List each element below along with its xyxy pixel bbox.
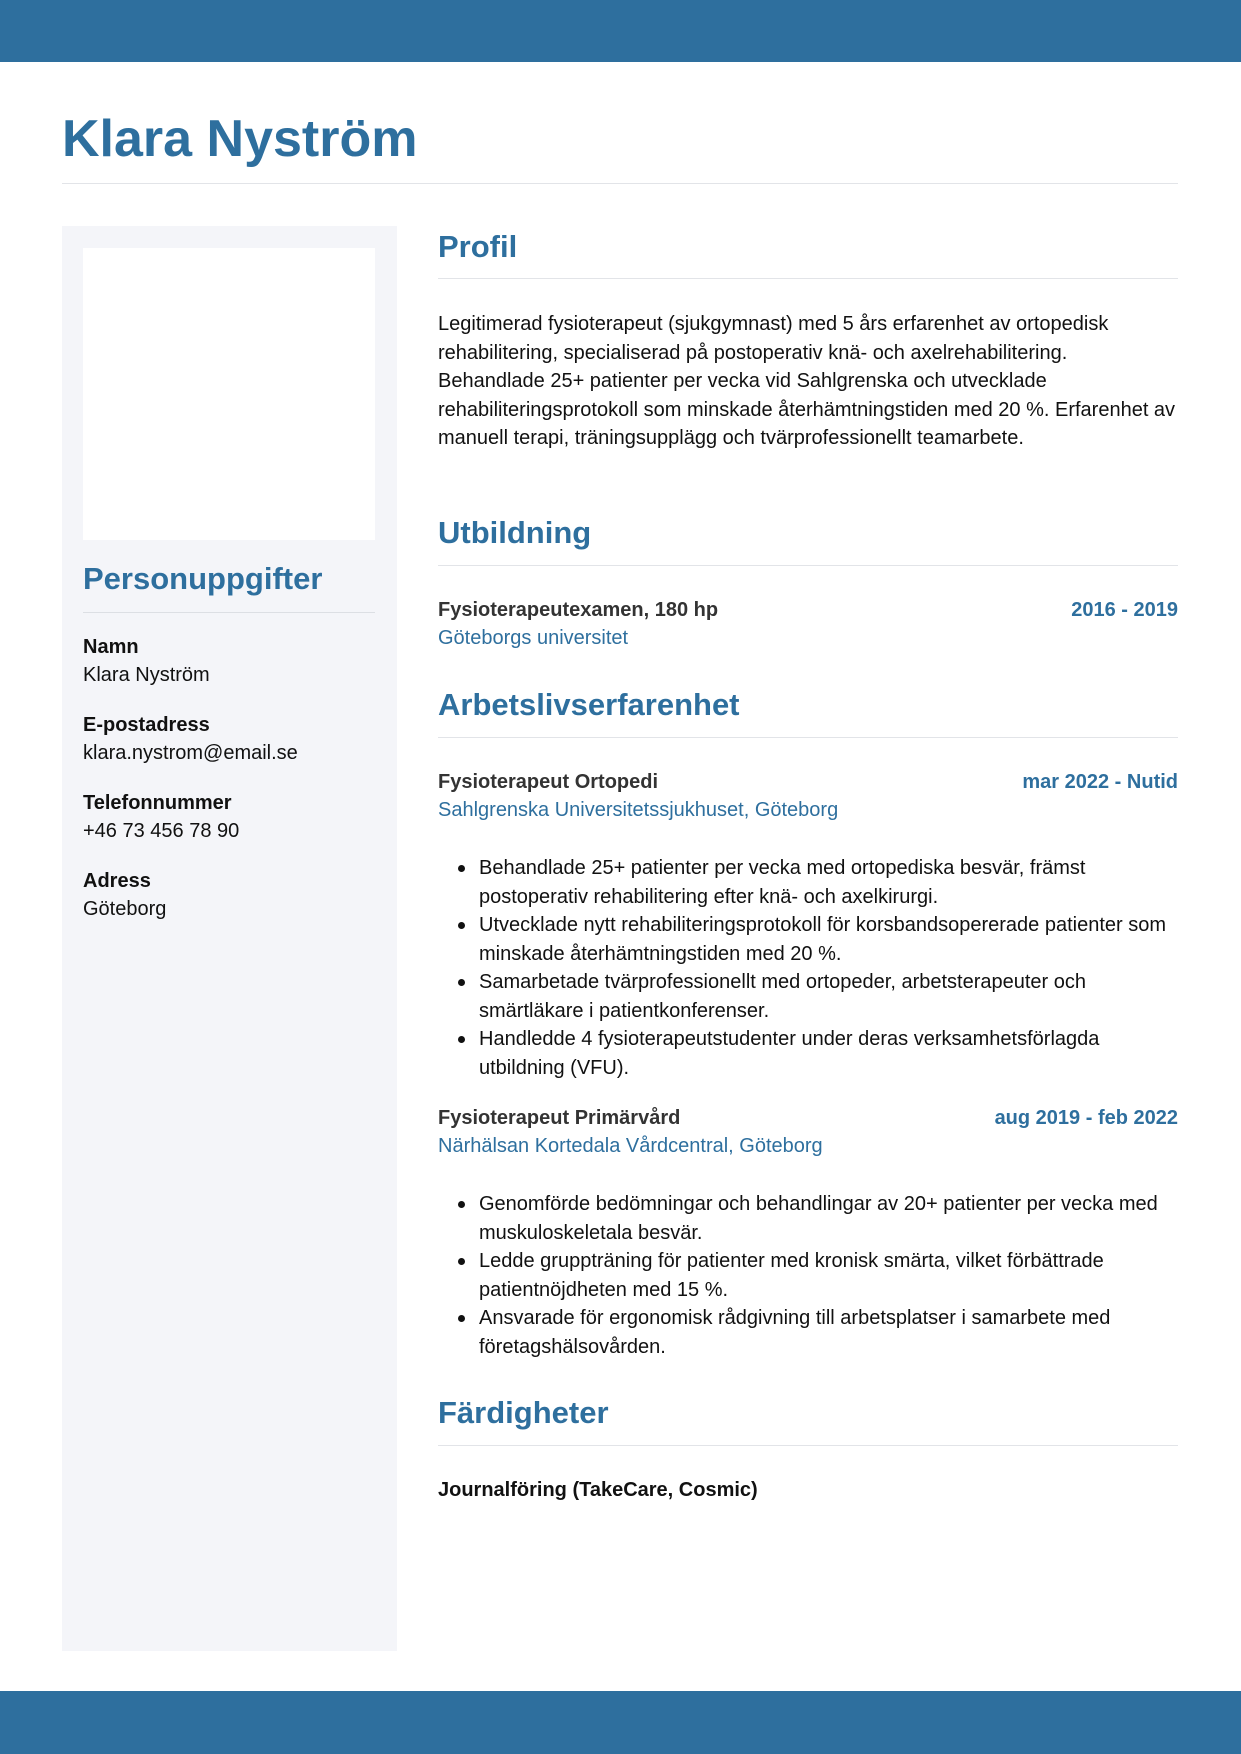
field-value: Göteborg [83,898,167,920]
list-item: Handledde 4 fysioterapeutstudenter under deras verksamhetsförlagda utbildning (VFU). [438,1025,1178,1082]
profile-summary: Legitimerad fysioterapeut (sjukgymnast) med 5 års erfarenhet av ortopedisk rehabilitering, specialiserad på postoperativ knä- och axelrehabilitering. Behandlade 25+ patienter per vecka vid Sahlgrenska och utvecklade rehabiliteringsprotokoll som minskade återhämtningstiden med 20 %. Erfarenhet av manuell terapi, träningsupplägg och tvärprofessionellt teamarbete. [438,313,1176,450]
skill-item: Journalföring (TakeCare, Cosmic) [438,1479,758,1501]
list-item: Genomförde bedömningar och behandlingar av 20+ patienter per vecka med muskuloskeletala besvär. [438,1190,1178,1247]
field-label: Telefonnummer [83,792,232,814]
job-title: Fysioterapeut Ortopedi [438,771,659,793]
job-title: Fysioterapeut Primärvård [438,1107,681,1129]
personal-info-heading: Personuppgifter [83,561,323,596]
education-school: Göteborgs universitet [438,627,629,649]
field-label: Adress [83,870,151,892]
sidebar [62,226,397,1651]
header-divider [62,183,1178,184]
job-date: aug 2019 - feb 2022 [994,1107,1178,1129]
field-phone [83,789,375,845]
field-value: +46 73 456 78 90 [83,820,240,842]
field-label: Namn [83,636,139,658]
experience-divider [438,737,1178,738]
bottom-banner [0,1691,1241,1754]
skills-heading: Färdigheter [438,1395,609,1430]
job-employer: Närhälsan Kortedala Vårdcentral, Göteborg [438,1135,823,1157]
education-title: Fysioterapeutexamen, 180 hp [438,599,719,621]
sidebar-divider [83,612,375,613]
job-employer: Sahlgrenska Universitetssjukhuset, Göteborg [438,799,839,821]
field-email [83,711,375,767]
profile-heading: Profil [438,229,518,264]
education-divider [438,565,1178,566]
profile-photo-placeholder [83,248,375,540]
profile-divider [438,278,1178,279]
field-label: E-postadress [83,714,210,736]
list-item: Samarbetade tvärprofessionellt med ortopeder, arbetsterapeuter och smärtläkare i patientkonferenser. [438,968,1178,1025]
list-item: Ledde gruppträning för patienter med kronisk smärta, vilket förbättrade patientnöjdheten med 15 %. [438,1247,1178,1304]
field-value: klara.nystrom@email.se [83,742,298,764]
job-date: mar 2022 - Nutid [1022,771,1178,793]
job-achievements [438,854,1178,1082]
list-item: Utvecklade nytt rehabiliteringsprotokoll för korsbandsopererade patienter som minskade återhämtningstiden med 20 %. [438,911,1178,968]
field-address [83,867,375,923]
field-value: Klara Nyström [83,664,210,686]
job-achievements [438,1190,1178,1361]
skills-divider [438,1445,1178,1446]
education-date: 2016 - 2019 [1071,599,1178,621]
list-item: Behandlade 25+ patienter per vecka med ortopediska besvär, främst postoperativ rehabilitering efter knä- och axelkirurgi. [438,854,1178,911]
field-name [83,633,375,689]
resume-name: Klara Nyström [62,110,418,168]
list-item: Ansvarade för ergonomisk rådgivning till arbetsplatser i samarbete med företagshälsovården. [438,1304,1178,1361]
experience-heading: Arbetslivserfarenhet [438,687,740,722]
education-heading: Utbildning [438,515,592,550]
top-banner [0,0,1241,62]
